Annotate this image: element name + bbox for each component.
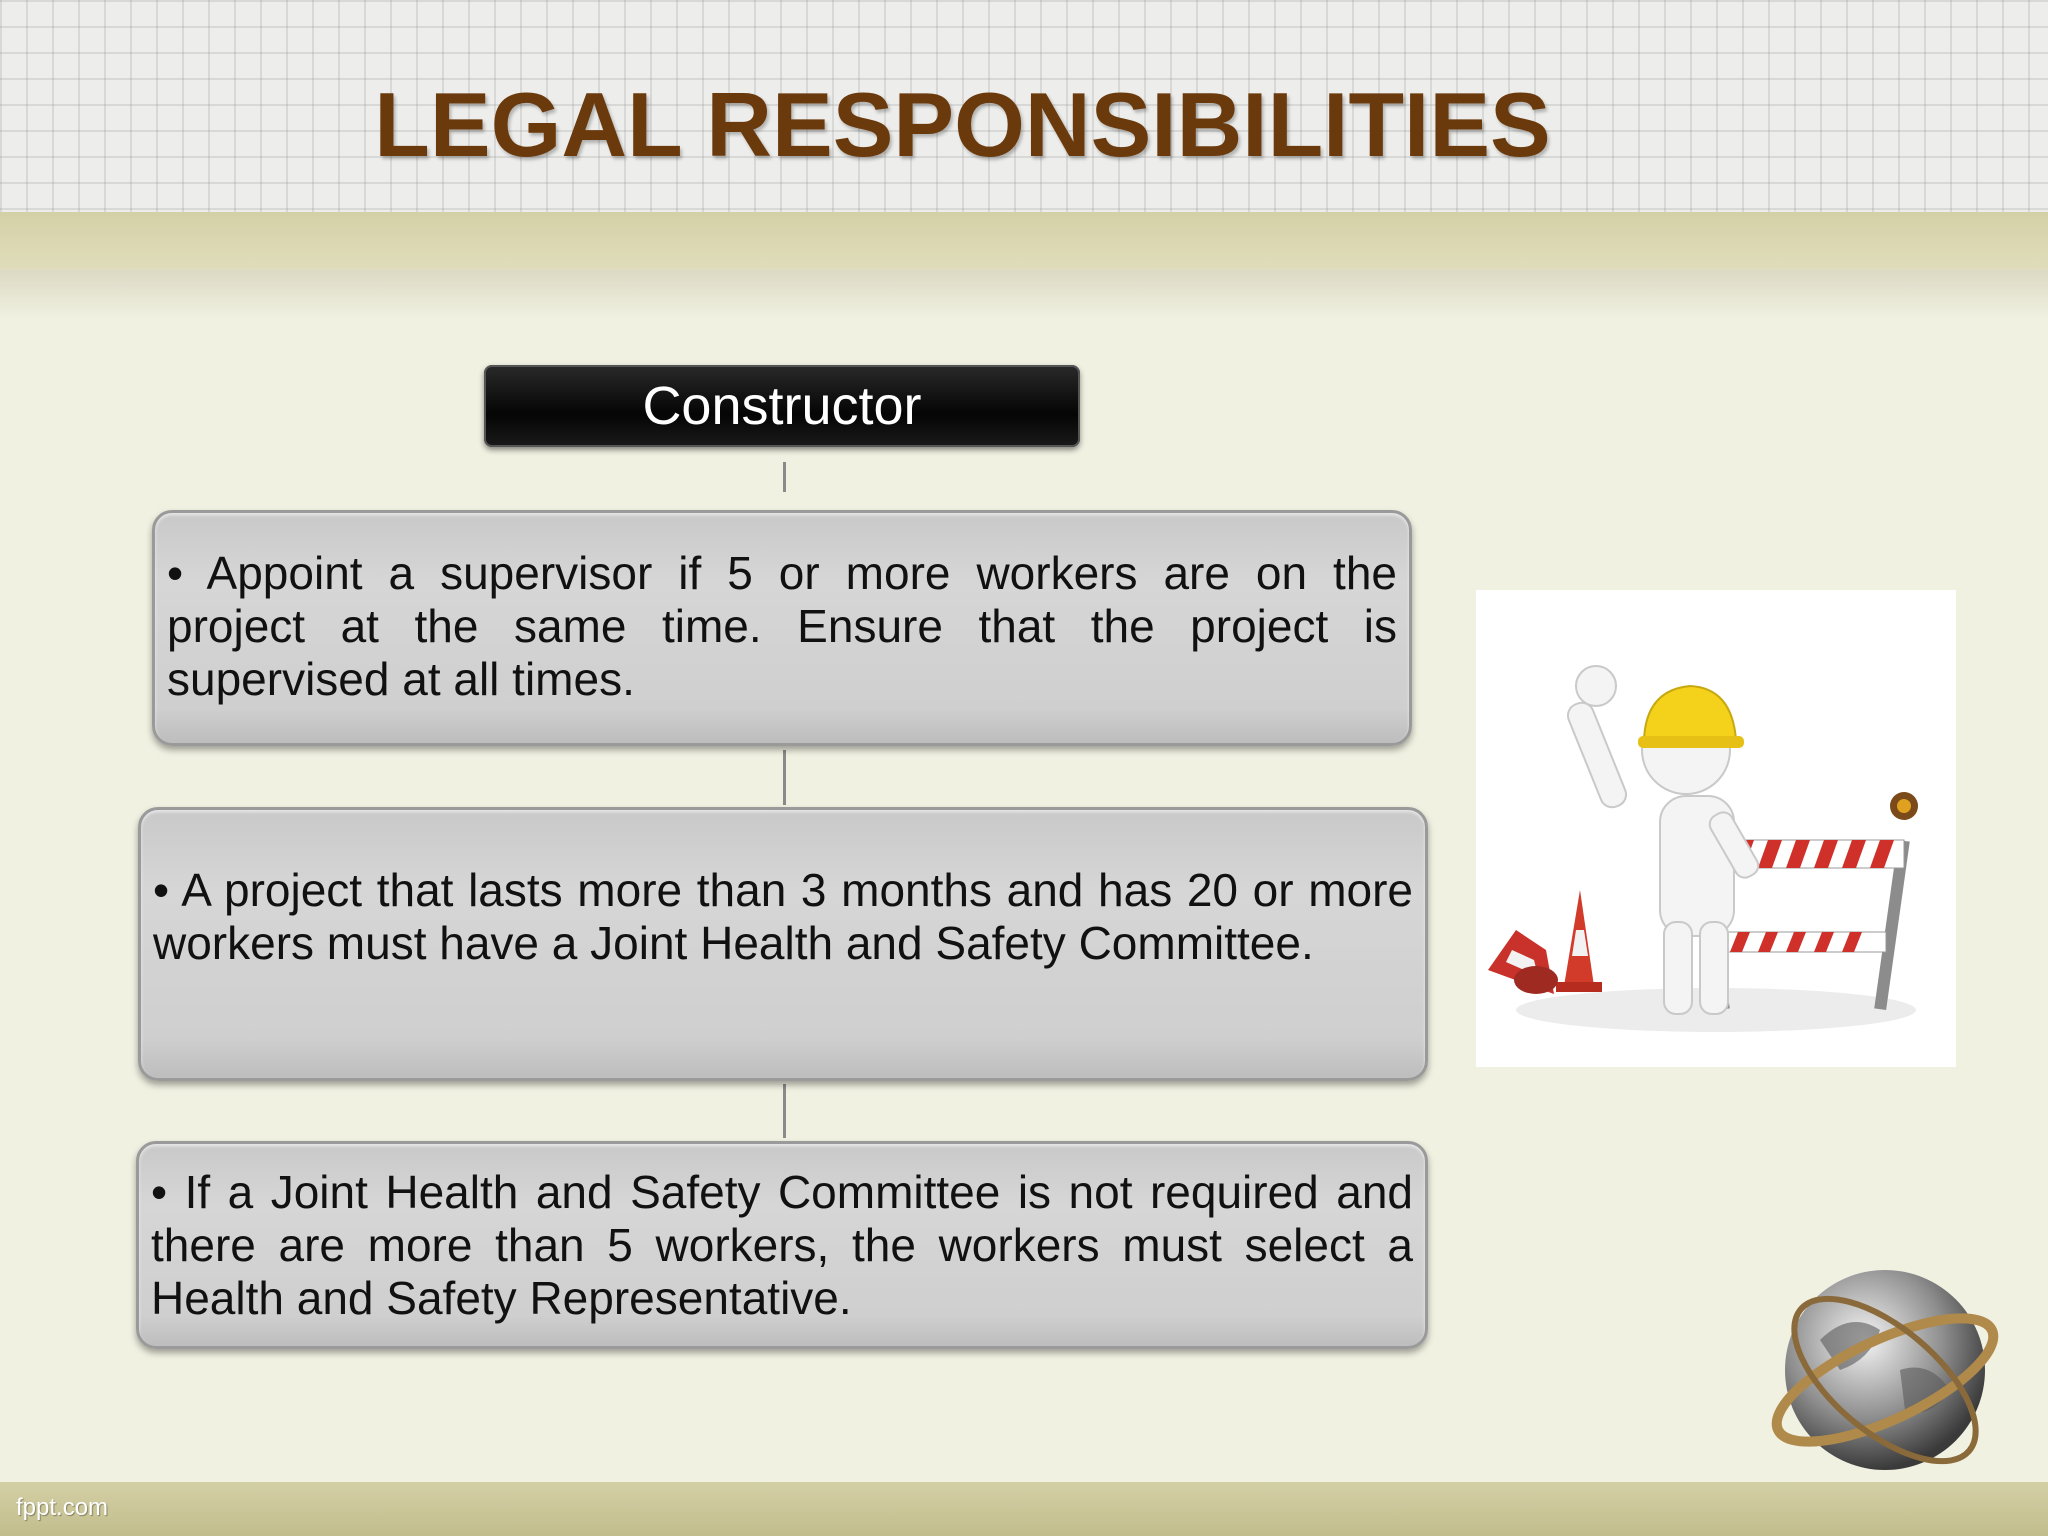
org-chart-item-text: • Appoint a supervisor if 5 or more workers are on the project at the same time. Ensure that the project is supervised at all times.	[167, 547, 1397, 705]
slide-title: LEGAL RESPONSIBILITIES	[374, 75, 1551, 176]
org-chart-item-text: • If a Joint Health and Safety Committee is not required and there are more than 5 workers, the workers must select a Health and Safety Representative.	[151, 1166, 1413, 1324]
connector-line	[783, 1084, 786, 1138]
construction-worker-illustration	[1476, 590, 1956, 1067]
connector-line	[783, 750, 786, 805]
header-shadow	[0, 270, 2048, 320]
connector-line	[783, 462, 786, 492]
org-chart-item	[152, 510, 1412, 746]
footer-brand: fppt.com	[16, 1494, 109, 1521]
org-chart-item	[136, 1141, 1428, 1349]
org-chart-item	[138, 807, 1428, 1081]
traffic-cone-icon	[1488, 930, 1558, 994]
globe-icon	[1760, 1250, 2010, 1500]
traffic-cone-icon	[1556, 890, 1602, 992]
hard-hat-icon	[1638, 686, 1744, 748]
org-chart-head: Constructor	[484, 365, 1080, 447]
footer-bar	[0, 1482, 2048, 1536]
header-band	[0, 212, 2048, 270]
org-chart-item-text: • A project that lasts more than 3 months and has 20 or more workers must have a Joint Health and Safety Committee.	[153, 864, 1413, 969]
